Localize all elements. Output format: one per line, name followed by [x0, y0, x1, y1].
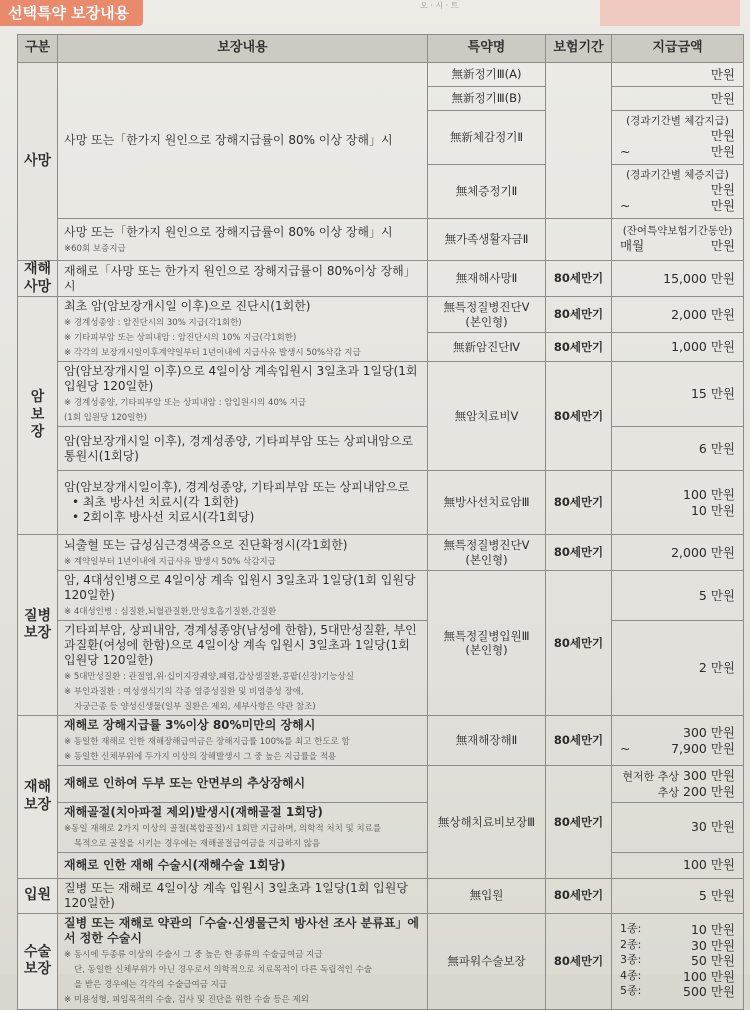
amount-cell: 5 만원: [612, 571, 744, 621]
grade-row: 4종: 100 만원: [620, 968, 735, 984]
surgery-grades: [612, 913, 744, 1009]
col-header-coverage: 보장내용: [58, 35, 428, 63]
death-desc-1: 사망 또는「한가지 원인으로 장해지급률이 80% 이상 장해」시: [58, 63, 428, 219]
disaster-desc-4: 재해로 인한 재해 수술시(재해수술 1회당): [58, 852, 428, 878]
rider-cell: 無新체감정기Ⅱ: [428, 111, 546, 165]
table-row: [18, 571, 744, 621]
grade-row: 2종: 30 만원: [620, 937, 735, 953]
amount-cell: 2,000 만원: [612, 535, 744, 571]
grade-row: 3종: 50 만원: [620, 953, 735, 969]
col-header-rider: 특약명: [428, 35, 546, 63]
amount-cell: 6 만원: [612, 427, 744, 471]
period-cell: 80세만기: [546, 261, 612, 297]
amount-cell: (경과기간별 체감지급) 만원 ~ 만원: [612, 111, 744, 165]
rider-cell: 無특정질병진단Ⅴ (본인형): [428, 535, 546, 571]
period-cell: 80세만기: [546, 766, 612, 879]
rider-cell: 無특정질병입원Ⅲ (본인형): [428, 571, 546, 716]
rider-cell: 無파워수술보장: [428, 913, 546, 1009]
table-row: [18, 802, 744, 852]
amount-cell: 1,000 만원: [612, 333, 744, 362]
death-desc-2: 사망 또는「한가지 원인으로 장해지급률이 80% 이상 장해」시 ※60회 보증지급: [58, 219, 428, 261]
hospital-desc: 질병 또는 재해로 4일이상 계속 입원시 3일초과 1일당(1회 입원당 120일한): [58, 878, 428, 913]
disease-desc-1: 뇌출혈 또는 급성심근경색증으로 진단확정시(각1회한) ※ 계약일부터 1년이내에 지급사유 발생시 50% 삭감지급: [58, 535, 428, 571]
table-row: [18, 878, 744, 913]
amount-cell: 15 만원: [612, 362, 744, 427]
table-row: [18, 621, 744, 716]
rider-cell: 無암치료비Ⅴ: [428, 362, 546, 471]
rider-cell: 無재해장해Ⅱ: [428, 716, 546, 766]
amount-cell: (경과기간별 체증지급) 만원 ~ 만원: [612, 165, 744, 219]
amount-cell: (잔여특약보험기간동안) 매월 만원: [612, 219, 744, 261]
col-header-amount: 지급금액: [612, 35, 744, 63]
disaster-desc-2: 재해로 인하여 두부 또는 안면부의 추상장해시: [58, 766, 428, 803]
table-row: [18, 427, 744, 471]
table-row: [18, 219, 744, 261]
table-row: [18, 913, 744, 1009]
period-cell: 80세만기: [546, 716, 612, 766]
period-cell: 80세만기: [546, 535, 612, 571]
period-cell: 80세만기: [546, 571, 612, 716]
amount-cell: 현저한 추상 300 만원 추상 200 만원: [612, 766, 744, 803]
table-row: [18, 261, 744, 297]
disaster-desc-1: 재해로 장해지급률 3%이상 80%미만의 장해시 ※ 동일한 재해로 인한 재해장해급여금은 장해지급률 100%를 최고 한도로 함 ※ 동일한 신체부위에 두가지 이상의 장해발생시 그 중 높은 지급률을 적용: [58, 716, 428, 766]
rider-cell: 無가족생활자금Ⅱ: [428, 219, 546, 261]
period-cell: 80세만기: [546, 878, 612, 913]
rider-cell: 無재해사망Ⅱ: [428, 261, 546, 297]
rider-cell: 無新정기Ⅲ(A): [428, 63, 546, 87]
grade-row: 1종: 10 만원: [620, 921, 735, 937]
amount-cell: 100 만원: [612, 852, 744, 878]
table-row: [18, 297, 744, 333]
table-row: [18, 535, 744, 571]
category-disaster-death: 재해 사망: [18, 261, 58, 297]
surgery-desc: 질병 또는 재해로 약관의「수술·신생물근치 방사선 조사 분류표」에서 정한 수술시 ※ 동시에 두종류 이상의 수술시 그 중 높은 한 종류의 수술급여금 지급 단, 동일한 신체부위가 아닌 경우로서 의학적으로 치료목적이 다른 독립적인 수술 을 받은 경우에는 각각의 수술급여금 지급 ※ 미용성형, 피임목적의 수술, 검사 및 진단을 위한 수술 등은 제외: [58, 913, 428, 1009]
rider-cell: 無특정질병진단Ⅴ (본인형): [428, 297, 546, 333]
table-row: [18, 852, 744, 878]
amount-cell: 5 만원: [612, 878, 744, 913]
amount-cell: 2,000 만원: [612, 297, 744, 333]
col-header-period: 보험기간: [546, 35, 612, 63]
disaster-desc-3: 재해골절(치아파절 제외)발생시(재해골절 1회당) ※동일 재해로 2가지 이상의 골절(복합골절)시 1회만 지급하며, 의학적 처치 및 치료를 목적으로 골절을 시키는 경우에는 재해골절급여금을 지급하지 않음: [58, 802, 428, 852]
rider-cell: 無방사선치료암Ⅲ: [428, 471, 546, 535]
amount-cell: 만원: [612, 87, 744, 111]
amount-cell: 만원: [612, 63, 744, 87]
table-row: [18, 362, 744, 427]
rider-cell: 無상해치료비보장Ⅲ: [428, 766, 546, 879]
table-row: [18, 716, 744, 766]
amount-cell: 30 만원: [612, 802, 744, 852]
period-cell: 80세만기: [546, 471, 612, 535]
category-disease: 질병 보장: [18, 535, 58, 716]
amount-cell: 15,000 만원: [612, 261, 744, 297]
category-cancer: 암 보 장: [18, 297, 58, 535]
rider-cell: 無입원: [428, 878, 546, 913]
category-death: 사망: [18, 63, 58, 261]
grade-row: 5종: 500 만원: [620, 984, 735, 1000]
col-header-category: 구분: [18, 35, 58, 63]
rider-cell: 無新암진단Ⅳ: [428, 333, 546, 362]
disaster-death-desc: 재해로「사망 또는 한가지 원인으로 장해지급률이 80%이상 장해」시: [58, 261, 428, 297]
disease-desc-2: 암, 4대성인병으로 4일이상 계속 입원시 3일초과 1일당(1회 입원당 120일한) ※ 4대성인병 : 심질환,뇌혈관질환,만성호흡기질환,간질환: [58, 571, 428, 621]
disease-desc-3: 기타피부암, 상피내암, 경계성종양(남성에 한함), 5대만성질환, 부인과질환(여성에 한함)으로 4일이상 계속 입원시 3일초과 1일당(1회 입원당 120일한) ※ 5대만성질환 : 관절염,위·십이지장궤양,폐렴,갑상샘질환,콩팥(신장)기능상실 ※ 부인과질환 : 여성생식기의 각종 염증성질환 및 비염증성 장애, 자궁근종 등 양성신생물(일부 질환은 제외, 세부사항은 약관 참조): [58, 621, 428, 716]
table-row: [18, 471, 744, 535]
cancer-desc-1: 최초 암(암보장개시일 이후)으로 진단시(1회한) ※ 경계성종양 : 암진단시의 30% 지급(각1회한) ※ 기타피부암 또는 상피내암 : 암진단시의 10% 지급(각1회한) ※ 각각의 보장개시일이후계약일부터 1년이내에 지급사유 발생시 50%삭감 지급: [58, 297, 428, 362]
category-disaster: 재해 보장: [18, 716, 58, 879]
amount-cell: 2 만원: [612, 621, 744, 716]
category-surgery: 수술 보장: [18, 913, 58, 1009]
header-faint-text: 오 · 시 · 트: [420, 1, 459, 10]
header-right-tag: [600, 0, 740, 26]
cancer-desc-3: 암(암보장개시일 이후), 경계성종양, 기타피부암 또는 상피내암으로 통원시(1회당): [58, 427, 428, 471]
period-cell: 80세만기: [546, 297, 612, 333]
rider-cell: 無新정기Ⅲ(B): [428, 87, 546, 111]
period-cell: 80세만기: [546, 333, 612, 362]
table-row: [18, 766, 744, 803]
period-cell: [546, 63, 612, 219]
period-cell: 80세만기: [546, 362, 612, 471]
coverage-table: [17, 34, 744, 1010]
amount-cell: 100 만원 10 만원: [612, 471, 744, 535]
period-cell: [546, 219, 612, 261]
table-row: [18, 63, 744, 87]
cancer-desc-4: 암(암보장개시일이후), 경계성종양, 기타피부암 또는 상피내암으로 • 최초 방사선 치료시(각 1회한) • 2회이후 방사선 치료시(각1회당): [58, 471, 428, 535]
category-hospital: 입원: [18, 878, 58, 913]
table-header-row: [18, 35, 744, 63]
amount-cell: 300 만원 ~ 7,900 만원: [612, 716, 744, 766]
period-cell: 80세만기: [546, 913, 612, 1009]
rider-cell: 無체증정기Ⅱ: [428, 165, 546, 219]
cancer-desc-2: 암(암보장개시일 이후)으로 4일이상 계속입원시 3일초과 1일당(1회 입원당 120일한) ※ 경계성종양, 기타피부암 또는 상피내암 : 암입원시의 40% 지급 (1회 입원당 120일한): [58, 362, 428, 427]
section-title: 선택특약 보장내용: [0, 0, 143, 26]
